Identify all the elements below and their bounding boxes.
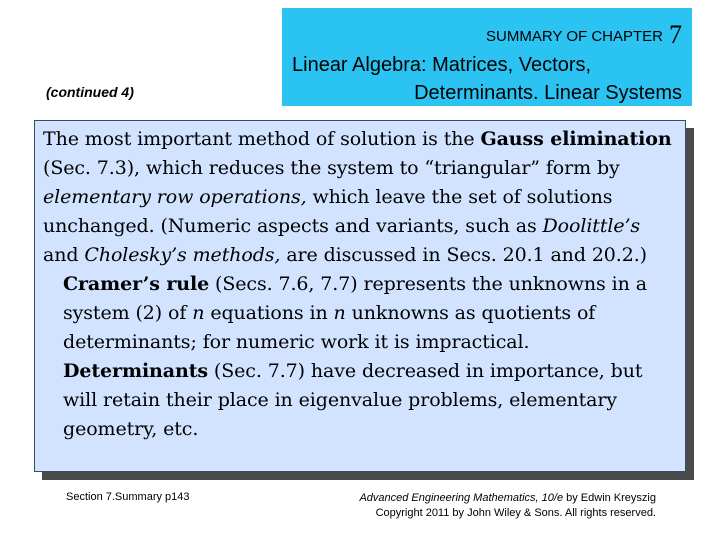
continued-label: (continued 4) — [46, 84, 134, 100]
var-n: n — [192, 302, 205, 324]
summary-line — [486, 20, 682, 50]
term-cramers-rule: Cramer’s rule — [63, 273, 210, 295]
term-cholesky: Cholesky’s methods, — [84, 244, 281, 266]
term-elementary-row-operations: elementary row operations, — [43, 186, 307, 208]
summary-label: SUMMARY OF CHAPTER — [486, 28, 663, 45]
text: (Secs. 7.6, 7.7) represents the unknowns in a system (2) of — [63, 273, 647, 324]
term-gauss-elimination: Gauss elimination — [480, 128, 672, 150]
text: are discussed in Secs. 20.1 and 20.2.) — [280, 244, 647, 266]
chapter-title-line-2: Determinants. Linear Systems — [414, 82, 682, 104]
book-credit — [359, 491, 656, 506]
book-title: Advanced Engineering Mathematics, 10/e — [359, 492, 564, 504]
summary-content — [34, 120, 686, 472]
chapter-number: 7 — [669, 20, 682, 49]
text: which leave the set of solutions unchanged. (Numeric aspects and variants, such as — [43, 186, 613, 237]
text: equations in — [204, 302, 334, 324]
book-author: by Edwin Kreyszig — [563, 492, 656, 504]
copyright-line: Copyright 2011 by John Wiley & Sons. All rights reserved. — [375, 507, 656, 519]
paragraph-determinants — [43, 357, 679, 444]
chapter-header — [282, 8, 692, 106]
text: The most important method of solution is the — [43, 128, 481, 150]
paragraph-gauss — [43, 125, 679, 270]
copyright-notice — [359, 491, 656, 521]
text: and — [43, 244, 85, 266]
paragraph-cramer — [43, 270, 679, 357]
text: unknowns as quotients of determinants; for numeric work it is impractical. — [63, 302, 596, 353]
term-determinants: Determinants — [63, 360, 208, 382]
text: (Sec. 7.3), which reduces the system to “triangular” form by — [43, 157, 620, 179]
var-n: n — [333, 302, 346, 324]
section-reference: Section 7.Summary p143 — [66, 491, 190, 503]
term-doolittle: Doolittle’s — [542, 215, 641, 237]
chapter-title-line-1: Linear Algebra: Matrices, Vectors, — [292, 54, 592, 76]
text: (Sec. 7.7) have decreased in importance, but will retain their place in eigenvalue problems, elementary geometry, etc. — [63, 360, 643, 440]
